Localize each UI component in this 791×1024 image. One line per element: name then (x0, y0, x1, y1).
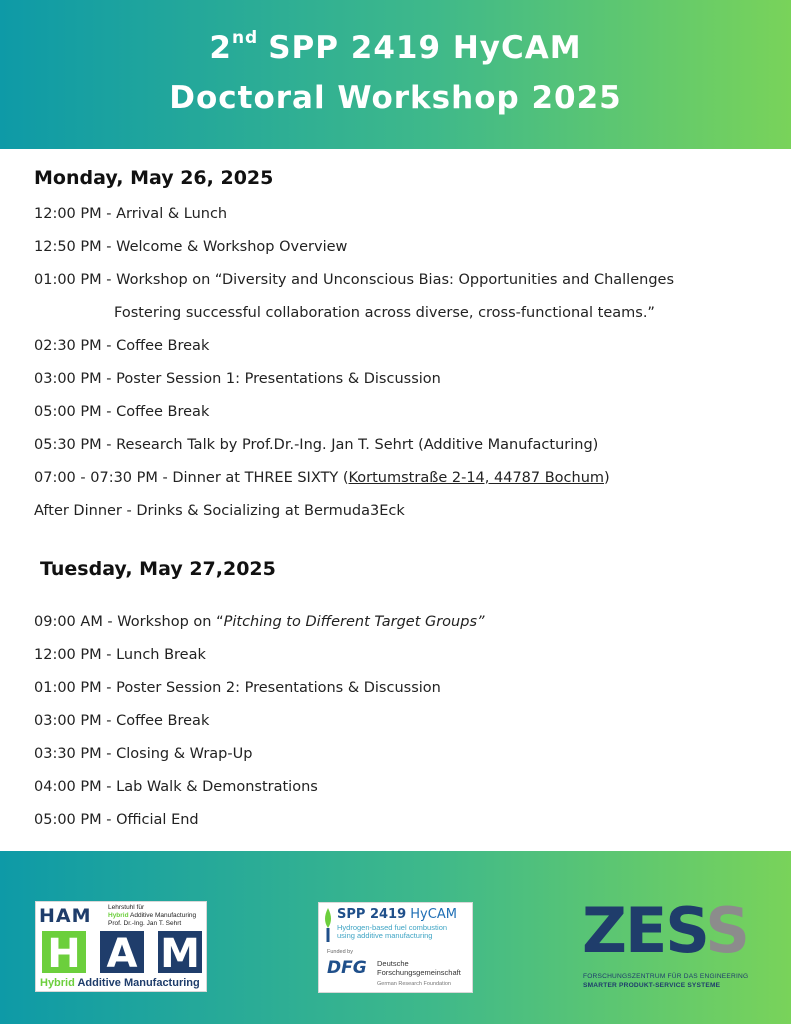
ham-chair-text: Lehrstuhl für Hybrid Additive Manufacturing Prof. Dr.-Ing. Jan T. Sehrt (108, 904, 197, 927)
schedule-row: 04:00 PM - Lab Walk & Demonstrations (34, 779, 318, 795)
schedule-row-continuation: Fostering successful collaboration across diverse, cross-functional teams.” (114, 305, 655, 321)
schedule-row: 05:00 PM - Coffee Break (34, 404, 210, 420)
schedule-row: 07:00 - 07:30 PM - Dinner at THREE SIXTY (Kortumstraße 2-14, 44787 Bochum) (34, 470, 610, 486)
ham-caption: Hybrid Additive Manufacturing (40, 977, 200, 989)
schedule-row: 03:00 PM - Poster Session 1: Presentations & Discussion (34, 371, 441, 387)
dfg-english-name: German Research Foundation (377, 981, 451, 987)
schedule-row: After Dinner - Drinks & Socializing at Bermuda3Eck (34, 503, 405, 519)
schedule-row: 03:00 PM - Coffee Break (34, 713, 210, 729)
title-line-2: Doctoral Workshop 2025 (169, 80, 622, 116)
schedule-row: 12:00 PM - Lunch Break (34, 647, 206, 663)
dfg-name: Deutsche Forschungsgemeinschaft (377, 959, 461, 977)
zess-line-1: FORSCHUNGSZENTRUM FÜR DAS ENGINEERING (583, 973, 749, 980)
zess-line-2: SMARTER PRODUKT-SERVICE SYSTEME (583, 982, 721, 989)
schedule-row: 12:50 PM - Welcome & Workshop Overview (34, 239, 348, 255)
schedule-row: 05:30 PM - Research Talk by Prof.Dr.-Ing. Jan T. Sehrt (Additive Manufacturing) (34, 437, 599, 453)
flame-icon (323, 908, 333, 942)
schedule-row: 01:00 PM - Workshop on “Diversity and Unconscious Bias: Opportunities and Challenges (34, 272, 675, 288)
address-link[interactable]: Kortumstraße 2-14, 44787 Bochum (348, 470, 605, 486)
schedule-row: 12:00 PM - Arrival & Lunch (34, 206, 228, 222)
schedule-row: 09:00 AM - Workshop on “Pitching to Different Target Groups” (34, 614, 485, 630)
zess-wordmark: ZESS (582, 894, 748, 967)
spp-subtitle: Hydrogen-based fuel combustion using additive manufacturing (337, 923, 448, 940)
schedule-row: 02:30 PM - Coffee Break (34, 338, 210, 354)
schedule-row: 05:00 PM - Official End (34, 812, 199, 828)
header-banner (0, 0, 791, 149)
spp-hycam-logo (318, 902, 473, 993)
title-line-1: 2nd SPP 2419 HyCAM (209, 27, 582, 66)
ham-letter-m: M (160, 931, 200, 975)
ham-logo (35, 901, 207, 992)
ham-small-mark: HAM (39, 905, 92, 927)
dfg-mark: DFG (327, 958, 367, 978)
ham-letter-h: H (47, 931, 81, 975)
monday-heading: Monday, May 26, 2025 (34, 167, 274, 189)
schedule-row: 03:30 PM - Closing & Wrap-Up (34, 746, 253, 762)
ham-letter-a: A (106, 931, 138, 975)
tuesday-heading: Tuesday, May 27,2025 (40, 558, 276, 580)
ham-big-letters (40, 929, 204, 975)
spp-title: SPP 2419 HyCAM (337, 907, 457, 922)
schedule-row: 01:00 PM - Poster Session 2: Presentations & Discussion (34, 680, 441, 696)
zess-logo (582, 894, 758, 993)
funded-by-label: Funded by (327, 949, 353, 955)
